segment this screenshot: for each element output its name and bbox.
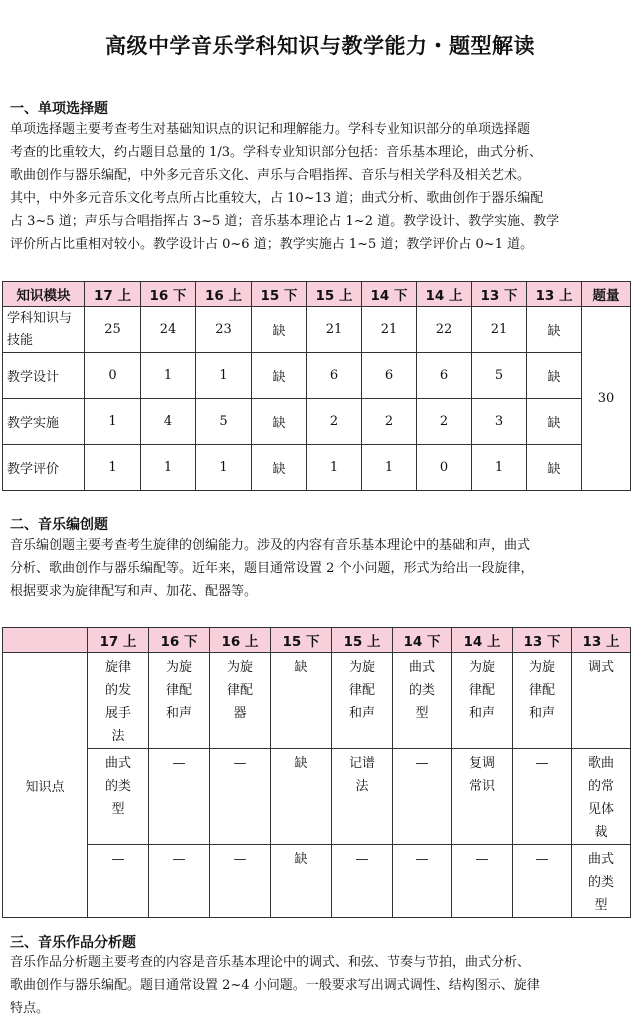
table-row [3,749,631,845]
cell-text: 歌曲的常见体裁 [587,756,614,840]
table-row [3,353,631,399]
table-cell [513,653,572,749]
column-header: 15 下 [271,628,332,653]
paragraph-line: 分析、歌曲创作与器乐编配等。近年来，题目通常设置 2 个小问题，形式为给出一段旋律， [10,561,534,576]
cell-text: 调式 [587,660,614,675]
table-cell: 缺 [252,399,307,445]
table-cell: 1 [85,445,141,491]
table-cell: 2 [307,399,362,445]
cell-text: 缺 [294,660,308,675]
cell-text: 为旋律配和声 [348,660,375,721]
table-cell: 24 [141,307,196,353]
row-label: 学科知识与技能 [3,307,85,353]
table-cell: 0 [417,445,472,491]
section-heading-analysis: 三、音乐作品分析题 [10,935,136,951]
column-header [3,628,88,653]
cell-text: — [415,852,429,867]
table-cell: 1 [141,353,196,399]
section-heading-composition: 二、音乐编创题 [10,517,108,533]
paragraph-line: 评价所占比重相对较小。教学设计占 0~6 道；教学实施占 1~5 道；教学评价占 0~1 道。 [10,237,534,252]
table-cell [393,749,452,845]
table-cell: 23 [196,307,252,353]
table-row [3,399,631,445]
table-cell: 缺 [252,445,307,491]
column-header: 16 下 [149,628,210,653]
table-cell [210,749,271,845]
table-cell [332,653,393,749]
paragraph-line: 考查的比重较大，约占题目总量的 1/3。学科专业知识部分包括：音乐基本理论，曲式分析、 [10,145,543,160]
column-header: 15 上 [307,282,362,307]
table-cell: 25 [85,307,141,353]
column-header: 13 下 [513,628,572,653]
cell-text: 为旋律配器 [226,660,253,721]
cell-text: — [172,852,186,867]
table-cell [332,749,393,845]
paragraph-line: 单项选择题主要考查考生对基础知识点的识记和理解能力。学科专业知识部分的单项选择题 [10,122,531,137]
table-cell [332,845,393,918]
column-header: 17 上 [85,282,141,307]
table-cell [572,845,631,918]
question-count-table [2,281,631,491]
table-header-row [3,628,631,653]
column-header: 16 下 [141,282,196,307]
cell-text: 复调常识 [468,756,495,794]
table-cell: 4 [141,399,196,445]
cell-text: 曲式的类型 [587,852,614,913]
table-cell: 缺 [252,353,307,399]
table-cell [572,749,631,845]
row-label: 知识点 [3,653,88,918]
cell-text: — [233,756,247,771]
table-cell: 1 [85,399,141,445]
table-cell: 3 [472,399,527,445]
cell-text: 曲式的类型 [104,756,131,817]
table-cell: 21 [307,307,362,353]
column-header: 14 下 [393,628,452,653]
table-cell: 1 [307,445,362,491]
section-paragraph-composition [10,534,630,603]
table-cell [88,749,149,845]
column-header: 15 下 [252,282,307,307]
table-cell: 缺 [527,353,582,399]
table-cell [452,653,513,749]
table-cell [149,653,210,749]
table-cell: 6 [417,353,472,399]
table-cell: 0 [85,353,141,399]
section-paragraph-single-choice [10,118,630,256]
page-title: 高级中学音乐学科知识与教学能力・题型解读 [105,34,535,58]
table-cell [393,845,452,918]
table-cell [271,653,332,749]
cell-text: 为旋律配和声 [468,660,495,721]
column-header: 13 下 [472,282,527,307]
table-cell: 21 [362,307,417,353]
paragraph-line: 歌曲创作与器乐编配，中外多元音乐文化、声乐与合唱指挥、音乐与相关学科及相关艺术。 [10,168,531,183]
cell-text: — [535,852,549,867]
table-cell [88,653,149,749]
table-cell [210,653,271,749]
cell-text: 曲式的类型 [408,660,435,721]
table-cell [271,845,332,918]
paragraph-line: 其中，中外多元音乐文化考点所占比重较大，占 10~13 道；曲式分析、歌曲创作于器乐编配 [10,191,544,206]
table-cell: 5 [196,399,252,445]
paragraph-line: 特点。 [10,1001,50,1016]
column-header: 13 上 [572,628,631,653]
section-paragraph-analysis [10,951,630,1020]
cell-text: 记谱法 [348,756,375,794]
table-cell: 1 [196,353,252,399]
table-cell: 缺 [527,307,582,353]
column-header: 14 下 [362,282,417,307]
table-cell [149,845,210,918]
cell-text: 旋律的发展手法 [104,660,131,744]
table-cell: 1 [141,445,196,491]
table-cell [88,845,149,918]
table-row [3,445,631,491]
table-cell: 1 [196,445,252,491]
section-heading-single-choice: 一、单项选择题 [10,101,108,117]
cell-text: 为旋律配和声 [528,660,555,721]
table-header-row [3,282,631,307]
column-header: 16 上 [210,628,271,653]
table-cell: 缺 [527,445,582,491]
cell-text: — [111,852,125,867]
table-cell: 1 [472,445,527,491]
table-cell [271,749,332,845]
column-header: 13 上 [527,282,582,307]
table-row [3,653,631,749]
cell-text: — [415,756,429,771]
table-cell [452,845,513,918]
table-cell: 22 [417,307,472,353]
table-cell: 缺 [252,307,307,353]
table-cell: 6 [362,353,417,399]
row-label: 教学设计 [3,353,85,399]
cell-text: 缺 [294,852,308,867]
column-header: 知识模块 [3,282,85,307]
column-header: 17 上 [88,628,149,653]
table-row [3,845,631,918]
total-cell: 30 [582,307,631,491]
paragraph-line: 根据要求为旋律配写和声、加花、配器等。 [10,584,258,599]
table-cell [513,845,572,918]
table-cell [572,653,631,749]
paragraph-line: 占 3~5 道；声乐与合唱指挥占 3~5 道；音乐基本理论占 1~2 道。教学设计、教学实施、教学 [10,214,560,229]
column-header: 14 上 [417,282,472,307]
cell-text: — [535,756,549,771]
cell-text: 缺 [294,756,308,771]
row-label: 教学实施 [3,399,85,445]
table-row [3,307,631,353]
table-cell: 2 [362,399,417,445]
table-cell: 6 [307,353,362,399]
column-header: 14 上 [452,628,513,653]
table-cell: 2 [417,399,472,445]
table-cell [149,749,210,845]
table-cell: 1 [362,445,417,491]
column-header: 题量 [582,282,631,307]
cell-text: — [172,756,186,771]
paragraph-line: 音乐作品分析题主要考查的内容是音乐基本理论中的调式、和弦、节奏与节拍，曲式分析、 [10,955,531,970]
table-cell [393,653,452,749]
knowledge-point-table [2,627,631,918]
row-label: 教学评价 [3,445,85,491]
table-cell [452,749,513,845]
table-cell [513,749,572,845]
table-cell: 缺 [527,399,582,445]
table-cell [210,845,271,918]
paragraph-line: 歌曲创作与器乐编配。题目通常设置 2~4 小问题。一般要求写出调式调性、结构图示、旋律 [10,978,540,993]
table-cell: 21 [472,307,527,353]
column-header: 16 上 [196,282,252,307]
cell-text: — [355,852,369,867]
cell-text: — [475,852,489,867]
paragraph-line: 音乐编创题主要考查考生旋律的创编能力。涉及的内容有音乐基本理论中的基础和声，曲式 [10,538,531,553]
table-cell: 5 [472,353,527,399]
cell-text: 为旋律配和声 [165,660,192,721]
column-header: 15 上 [332,628,393,653]
cell-text: — [233,852,247,867]
